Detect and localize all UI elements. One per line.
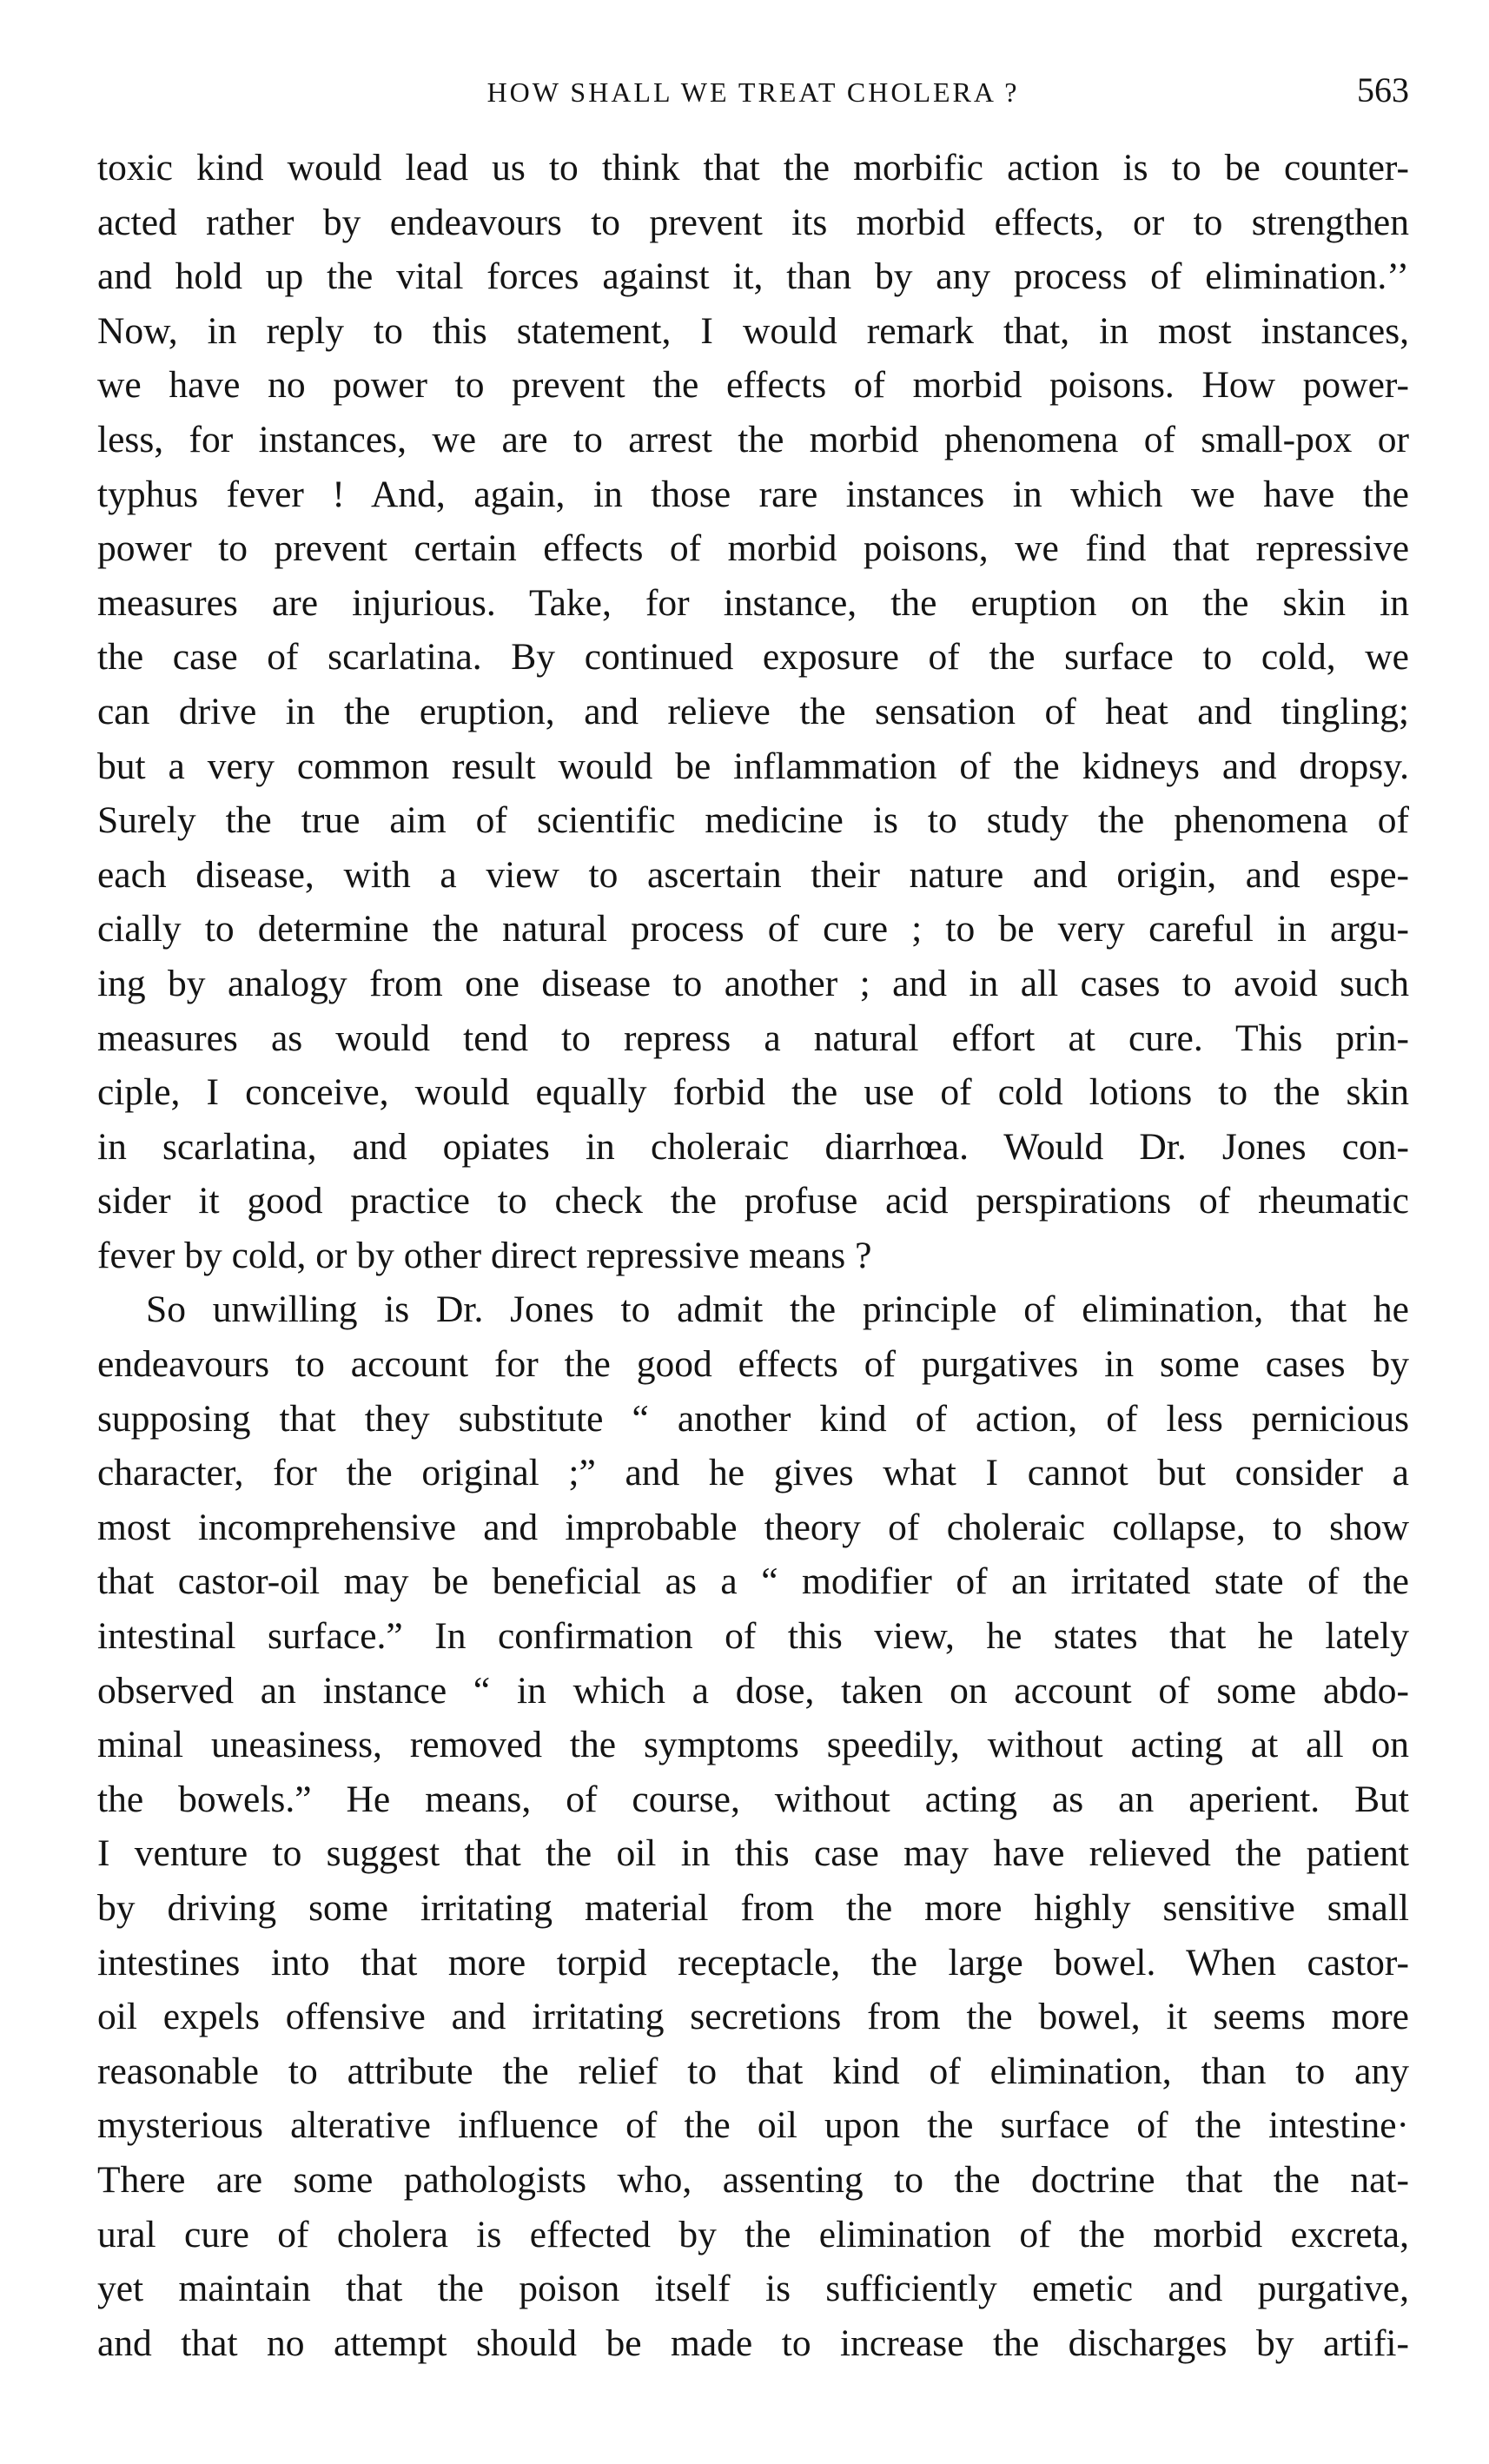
- text-line: reasonable to attribute the relief to that kind of elimination, than to any: [97, 2050, 1409, 2092]
- page-number: 563: [1357, 70, 1409, 109]
- text-line: most incomprehensive and improbable theory of choleraic collapse, to show: [97, 1506, 1409, 1548]
- text-line: supposing that they substitute “ another kind of action, of less pernicious: [97, 1397, 1409, 1440]
- text-line: but a very common result would be inflammation of the kidneys and dropsy.: [97, 745, 1409, 787]
- text-line: yet maintain that the poison itself is sufficiently emetic and purgative,: [97, 2268, 1409, 2310]
- text-line: Now, in reply to this statement, I would remark that, in most instances,: [97, 309, 1409, 352]
- text-line: character, for the original ;” and he gives what I cannot but consider a: [97, 1452, 1409, 1494]
- text-line: toxic kind would lead us to think that the morbific action is to be counter-: [97, 147, 1409, 189]
- text-line: the case of scarlatina. By continued exposure of the surface to cold, we: [97, 636, 1409, 679]
- text-line: can drive in the eruption, and relieve the sensation of heat and tingling;: [97, 690, 1409, 732]
- text-line: intestines into that more torpid receptacle, the large bowel. When castor-: [97, 1941, 1409, 1984]
- text-line: Surely the true aim of scientific medicine is to study the phenomena of: [97, 799, 1409, 842]
- body-text: [97, 141, 1409, 2370]
- running-title: HOW SHALL WE TREAT CHOLERA ?: [486, 76, 1020, 108]
- running-head: [97, 70, 1409, 122]
- text-line: observed an instance “ in which a dose, taken on account of some abdo-: [97, 1669, 1409, 1712]
- text-line: minal uneasiness, removed the symptoms speedily, without acting at all on: [97, 1724, 1409, 1766]
- text-line: I venture to suggest that the oil in this case may have relieved the patient: [97, 1832, 1409, 1875]
- text-line: power to prevent certain effects of morbid poisons, we find that repressive: [97, 527, 1409, 570]
- text-line: ciple, I conceive, would equally forbid the use of cold lotions to the skin: [97, 1071, 1409, 1114]
- book-page: [97, 70, 1409, 2370]
- text-line: and that no attempt should be made to increase the discharges by artifi-: [97, 2322, 1409, 2364]
- text-line: and hold up the vital forces against it, than by any process of elimination.’’: [97, 255, 1409, 298]
- text-line: less, for instances, we are to arrest the morbid phenomena of small-pox or: [97, 418, 1409, 460]
- text-line: cially to determine the natural process of cure ; to be very careful in argu-: [97, 908, 1409, 950]
- text-line: typhus fever ! And, again, in those rare instances in which we have the: [97, 473, 1409, 515]
- text-line: ing by analogy from one disease to another ; and in all cases to avoid such: [97, 962, 1409, 1004]
- text-line: in scarlatina, and opiates in choleraic diarrhœa. Would Dr. Jones con-: [97, 1125, 1409, 1168]
- text-line: sider it good practice to check the profuse acid perspirations of rheumatic: [97, 1180, 1409, 1222]
- text-line: the bowels.” He means, of course, without acting as an aperient. But: [97, 1778, 1409, 1820]
- text-line: endeavours to account for the good effects of purgatives in some cases by: [97, 1343, 1409, 1386]
- text-line: each disease, with a view to ascertain their nature and origin, and espe-: [97, 853, 1409, 896]
- text-line: we have no power to prevent the effects of morbid poisons. How power-: [97, 364, 1409, 407]
- paragraph-start-line: So unwilling is Dr. Jones to admit the principle of elimination, that he: [146, 1288, 1409, 1331]
- text-line: acted rather by endeavours to prevent its morbid effects, or to strengthen: [97, 201, 1409, 243]
- text-line: measures are injurious. Take, for instance, the eruption on the skin in: [97, 581, 1409, 624]
- paragraph-end-line: fever by cold, or by other direct repressive means ?: [97, 1234, 872, 1276]
- text-line: measures as would tend to repress a natural effort at cure. This prin-: [97, 1017, 1409, 1059]
- text-line: There are some pathologists who, assenting to the doctrine that the nat-: [97, 2158, 1409, 2201]
- text-line: intestinal surface.” In confirmation of this view, he states that he lately: [97, 1615, 1409, 1658]
- text-line: mysterious alterative influence of the oil upon the surface of the intestine·: [97, 2104, 1409, 2147]
- text-line: oil expels offensive and irritating secretions from the bowel, it seems more: [97, 1996, 1409, 2038]
- text-line: that castor-oil may be beneficial as a “ modifier of an irritated state of the: [97, 1560, 1409, 1603]
- text-line: by driving some irritating material from the more highly sensitive small: [97, 1887, 1409, 1929]
- text-line: ural cure of cholera is effected by the elimination of the morbid excreta,: [97, 2213, 1409, 2255]
